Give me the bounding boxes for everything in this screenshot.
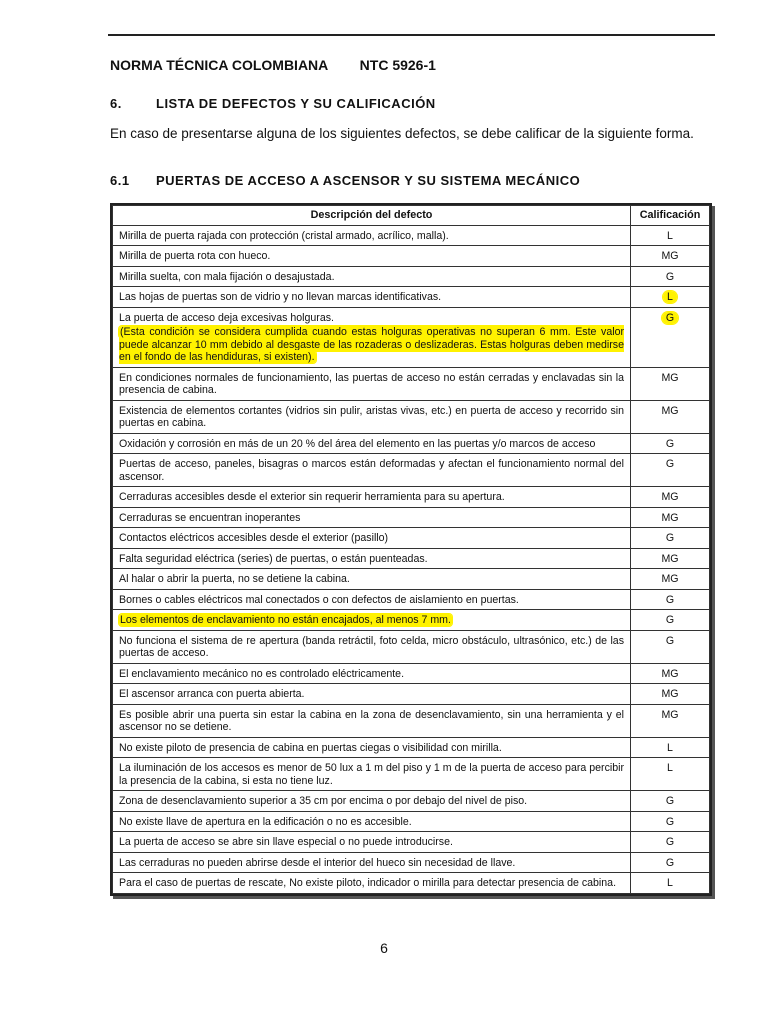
defect-grade-highlighted: G (662, 312, 678, 324)
header-description: Descripción del defecto (113, 206, 631, 226)
defect-description: No funciona el sistema de re apertura (banda retráctil, foto celda, micro obstáculo, ultrasónico, etc.) de las puertas de acceso. (113, 630, 631, 663)
defect-description: Contactos eléctricos accesibles desde el exterior (pasillo) (113, 528, 631, 549)
table-row (113, 873, 710, 894)
section-6-1-title: PUERTAS DE ACCESO A ASCENSOR Y SU SISTEMA MECÁNICO (156, 173, 581, 188)
defect-description: Mirilla de puerta rota con hueco. (113, 246, 631, 267)
table-row (113, 528, 710, 549)
defect-grade-cell (631, 307, 710, 367)
page-number: 6 (380, 940, 388, 956)
defect-grade: G (631, 852, 710, 873)
defects-table (112, 205, 710, 894)
table-row (113, 704, 710, 737)
table-row (113, 454, 710, 487)
intro-paragraph: En caso de presentarse alguna de los siguientes defectos, se debe calificar de la siguiente forma. (110, 126, 694, 141)
defect-description: Para el caso de puertas de rescate, No existe piloto, indicador o mirilla para detectar presencia de cabina. (113, 873, 631, 894)
section-6-1-heading (110, 173, 580, 188)
table-row (113, 589, 710, 610)
table-row (113, 630, 710, 663)
defect-grade: G (631, 433, 710, 454)
top-rule (108, 34, 715, 36)
defect-grade: MG (631, 507, 710, 528)
table-row (113, 507, 710, 528)
table-row (113, 569, 710, 590)
defect-note-highlighted: (Esta condición se considera cumplida cuando estas holguras operativas no superan 6 mm. Este valor puede alcanzar 10 mm debido al desgaste de las rozaderas o deslizaderas. Estas holguras deben medirse en el fondo de las hendiduras, si existen). (119, 326, 624, 363)
defect-grade: G (631, 454, 710, 487)
defect-description: Mirilla de puerta rajada con protección (cristal armado, acrílico, malla). (113, 225, 631, 246)
defect-description: Existencia de elementos cortantes (vidrios sin pulir, aristas vivas, etc.) en puerta de acceso y recorrido sin puertas en cabina. (113, 400, 631, 433)
defect-description: No existe llave de apertura en la edificación o no es accesible. (113, 811, 631, 832)
defect-description: Cerraduras se encuentran inoperantes (113, 507, 631, 528)
defect-description: Cerraduras accesibles desde el exterior sin requerir herramienta para su apertura. (113, 487, 631, 508)
defect-grade: G (631, 610, 710, 631)
standard-code: NTC 5926-1 (359, 57, 436, 73)
defect-grade: MG (631, 663, 710, 684)
defect-description: La puerta de acceso se abre sin llave especial o no puede introducirse. (113, 832, 631, 853)
defect-grade: G (631, 528, 710, 549)
defect-grade: MG (631, 684, 710, 705)
table-row (113, 225, 710, 246)
table-row (113, 400, 710, 433)
document-header (110, 57, 436, 73)
defect-description: En condiciones normales de funcionamiento, las puertas de acceso no están cerradas y enclavadas sin la presencia de cabina. (113, 367, 631, 400)
table-row (113, 684, 710, 705)
defect-grade: MG (631, 704, 710, 737)
defect-description: Zona de desenclavamiento superior a 35 cm por encima o por debajo del nivel de piso. (113, 791, 631, 812)
table-row (113, 758, 710, 791)
header-grade: Calificación (631, 206, 710, 226)
defects-table-wrapper (110, 203, 712, 896)
table-row (113, 832, 710, 853)
defect-description-cell (113, 610, 631, 631)
defect-grade: MG (631, 548, 710, 569)
defect-grade: G (631, 791, 710, 812)
table-row (113, 367, 710, 400)
defect-description: La puerta de acceso deja excesivas holguras. (119, 311, 334, 324)
defect-description-cell (113, 307, 631, 367)
table-row (113, 266, 710, 287)
table-row (113, 811, 710, 832)
defect-description: Mirilla suelta, con mala fijación o desajustada. (113, 266, 631, 287)
standard-title: NORMA TÉCNICA COLOMBIANA (110, 57, 328, 73)
defect-grade: L (631, 737, 710, 758)
section-6-heading (110, 96, 436, 111)
defect-description: Es posible abrir una puerta sin estar la cabina en la zona de desenclavamiento, sin una herramienta y el ascensor no se detiene. (113, 704, 631, 737)
defect-description: El ascensor arranca con puerta abierta. (113, 684, 631, 705)
table-header-row (113, 206, 710, 226)
table-row (113, 548, 710, 569)
defect-grade: G (631, 266, 710, 287)
table-row (113, 852, 710, 873)
defect-description-highlighted: Los elementos de enclavamiento no están encajados, al menos 7 mm. (120, 614, 451, 626)
defect-description: No existe piloto de presencia de cabina en puertas ciegas o visibilidad con mirilla. (113, 737, 631, 758)
table-row (113, 737, 710, 758)
table-row (113, 663, 710, 684)
defect-grade: MG (631, 367, 710, 400)
defect-grade: MG (631, 569, 710, 590)
section-6-number: 6. (110, 96, 122, 111)
defect-description: Las hojas de puertas son de vidrio y no llevan marcas identificativas. (113, 287, 631, 308)
table-row (113, 287, 710, 308)
defect-description: Al halar o abrir la puerta, no se detiene la cabina. (113, 569, 631, 590)
defect-grade: MG (631, 246, 710, 267)
defect-description: Oxidación y corrosión en más de un 20 % del área del elemento en las puertas y/o marcos de acceso (113, 433, 631, 454)
defect-grade: G (631, 589, 710, 610)
table-row (113, 791, 710, 812)
table-row (113, 610, 710, 631)
defect-grade-highlighted: L (663, 291, 677, 303)
table-row (113, 433, 710, 454)
table-row (113, 246, 710, 267)
section-6-title: LISTA DE DEFECTOS Y SU CALIFICACIÓN (156, 96, 436, 111)
defect-description: Bornes o cables eléctricos mal conectados o con defectos de aislamiento en puertas. (113, 589, 631, 610)
defect-grade: L (631, 758, 710, 791)
defect-grade: G (631, 811, 710, 832)
defect-grade: G (631, 630, 710, 663)
defect-grade-cell (631, 287, 710, 308)
defect-description: Las cerraduras no pueden abrirse desde el interior del hueco sin necesidad de llave. (113, 852, 631, 873)
section-6-1-number: 6.1 (110, 173, 130, 188)
table-row (113, 307, 710, 367)
defect-description: La iluminación de los accesos es menor de 50 lux a 1 m del piso y 1 m de la puerta de acceso para percibir la presencia de la cabina, si esta no tiene luz. (113, 758, 631, 791)
defect-description: El enclavamiento mecánico no es controlado eléctricamente. (113, 663, 631, 684)
defect-description: Puertas de acceso, paneles, bisagras o marcos están deformadas y afectan el funcionamiento normal del ascensor. (113, 454, 631, 487)
defect-grade: G (631, 832, 710, 853)
defect-grade: L (631, 873, 710, 894)
defect-description: Falta seguridad eléctrica (series) de puertas, o están puenteadas. (113, 548, 631, 569)
defect-grade: MG (631, 400, 710, 433)
defect-grade: L (631, 225, 710, 246)
table-row (113, 487, 710, 508)
defect-note (119, 326, 624, 364)
defect-grade: MG (631, 487, 710, 508)
